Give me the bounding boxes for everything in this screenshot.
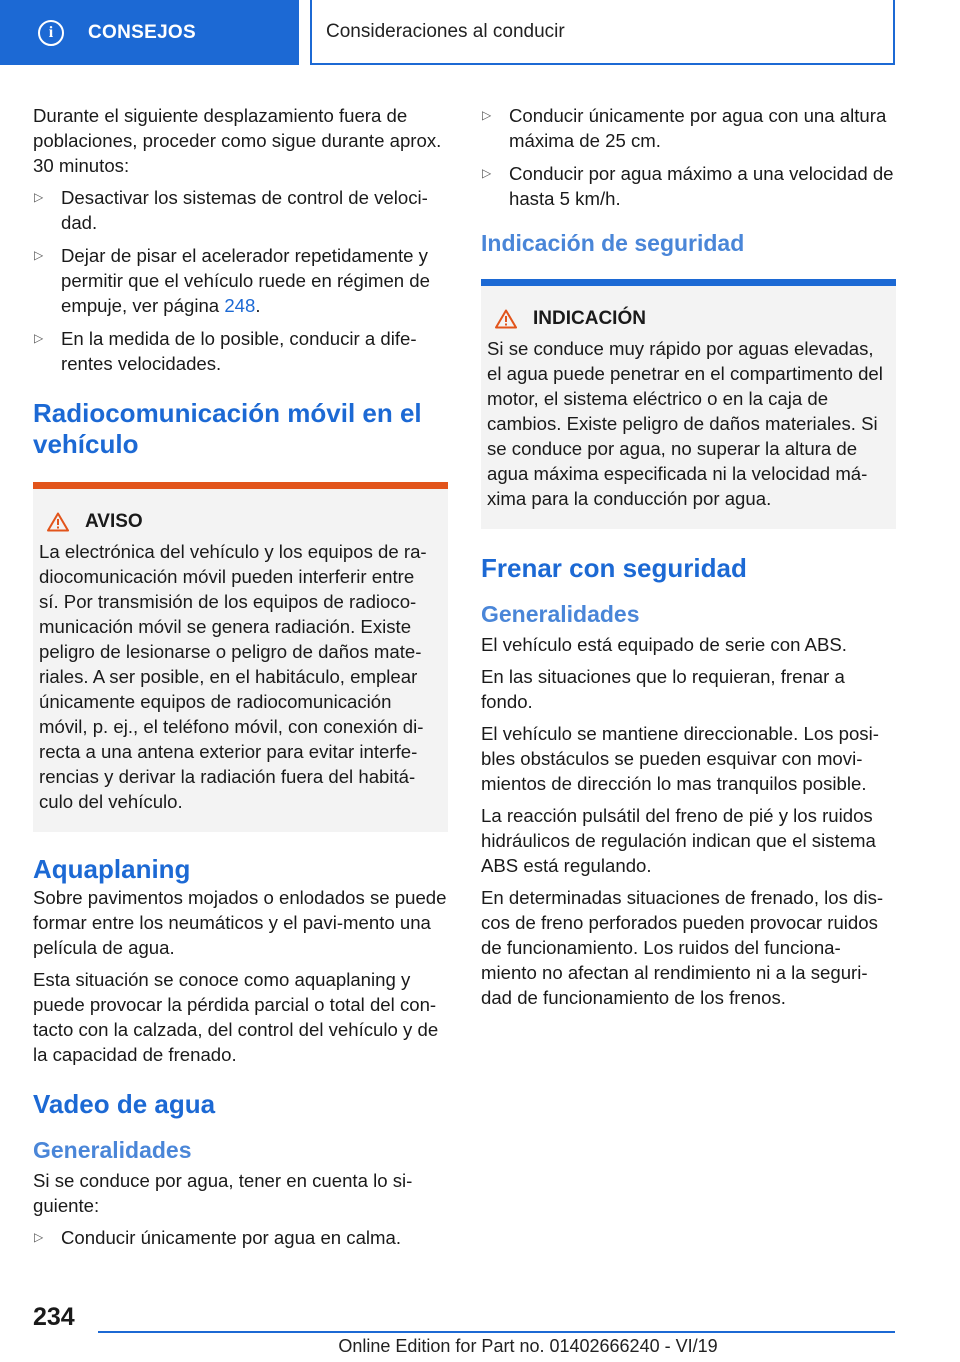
frenar-paragraph: El vehículo se mantiene direccionable. Los posi-bles obstáculos se pueden esquivar con movi-mientos de dirección lo mas tranquilos posible.	[481, 723, 879, 794]
frenar-paragraph: El vehículo está equipado de serie con ABS.	[481, 634, 847, 655]
subsection-title-generalidades-frenar: Generalidades	[481, 601, 640, 627]
section-title-frenar: Frenar con seguridad	[481, 553, 747, 583]
aquaplaning-paragraph-1: Sobre pavimentos mojados o enlodados se puede formar entre los neumáticos y el pavi-mento una película de agua.	[33, 887, 447, 958]
intro-paragraph: Durante el siguiente desplazamiento fuera de poblaciones, proceder como sigue durante aprox. 30 minutos:	[33, 105, 442, 176]
list-item: ▷ Conducir únicamente por agua con una altura máxima de 25 cm.	[482, 105, 887, 151]
warning-triangle-icon	[47, 512, 69, 532]
list-item: ▷ Desactivar los sistemas de control de veloci-dad.	[34, 187, 428, 233]
warning-triangle-icon	[495, 309, 517, 329]
indicacion-notice	[481, 279, 896, 529]
header-tab-label: CONSEJOS	[88, 21, 196, 43]
section-title-radio: Radiocomunicación móvil en el vehículo	[33, 398, 422, 459]
page-number: 234	[33, 1303, 75, 1331]
list-item: ▷ Conducir únicamente por agua en calma.	[34, 1227, 402, 1248]
aviso-text: La electrónica del vehículo y los equipos de ra-diocomunicación móvil pueden interferir entre sí. Por transmisión de los equipos de radioco-municación móvil se genera radiación. Existe peligro de lesionarse o peligro de daños mate-riales. A ser posible, en el habitáculo, emplear únicamente equipos de radiocomunicación móvil, p. ej., el teléfono móvil, con conexión di-recta a una antena exterior para evitar interfe-rencias y derivar la radiación fuera del habitá-culo del vehículo.	[39, 541, 427, 812]
header-title: Consideraciones al conducir	[326, 20, 565, 42]
triangle-bullet-icon: ▷	[34, 190, 44, 204]
footer-edition: Online Edition for Part no. 01402666240 - VI/19	[338, 1336, 718, 1356]
frenar-paragraph: La reacción pulsátil del freno de pié y los ruidos hidráulicos de regulación indican que el sistema ABS está regulando.	[481, 805, 876, 876]
vadeo-list	[33, 1225, 448, 1250]
section-title-vadeo: Vadeo de agua	[33, 1089, 216, 1119]
indicacion-title: INDICACIÓN	[533, 308, 646, 329]
aquaplaning-paragraph-2: Esta situación se conoce como aquaplaning y puede provocar la pérdida parcial o total del con-tacto con la calzada, del control del vehículo y de la capacidad de frenado.	[33, 969, 439, 1065]
vadeo-list-continued	[481, 103, 896, 211]
triangle-bullet-icon: ▷	[34, 1230, 44, 1244]
header-tab[interactable]	[0, 0, 299, 65]
triangle-bullet-icon: ▷	[34, 248, 44, 262]
triangle-bullet-icon: ▷	[482, 108, 492, 122]
triangle-bullet-icon: ▷	[34, 331, 44, 345]
section-title-aquaplaning: Aquaplaning	[33, 854, 191, 884]
subsection-title-generalidades: Generalidades	[33, 1137, 192, 1163]
intro-list	[33, 185, 448, 376]
aviso-title: AVISO	[85, 511, 143, 532]
indicacion-text: Si se conduce muy rápido por aguas elevadas, el agua puede penetrar en el compartimento del motor, el sistema eléctrico o en la caja de cambios. Existe peligro de daños materiales. Si se conduce por agua, no superar la altura de agua máxima especificada ni la velocidad má-xima para la conducción por agua.	[487, 338, 883, 509]
frenar-paragraph: En las situaciones que lo requieran, frenar a fondo.	[481, 666, 845, 712]
footer-divider	[98, 1331, 895, 1333]
list-item: ▷ Dejar de pisar el acelerador repetidamente y permitir que el vehículo ruede en régimen de empuje, ver página 248.	[34, 245, 430, 316]
vadeo-paragraph: Si se conduce por agua, tener en cuenta lo si-guiente:	[33, 1170, 413, 1216]
frenar-paragraph: En determinadas situaciones de frenado, los dis-cos de freno perforados pueden provocar ruidos de funcionamiento. Los ruidos del funciona-miento no afectan al rendimiento ni a la seguri-dad de funcionamiento de los frenos.	[481, 887, 884, 1008]
left-column	[33, 103, 448, 1258]
info-icon: i	[38, 20, 64, 46]
triangle-bullet-icon: ▷	[482, 166, 492, 180]
right-column	[481, 103, 896, 1017]
header-title-box	[310, 0, 895, 65]
list-item: ▷ Conducir por agua máximo a una velocidad de hasta 5 km/h.	[482, 163, 894, 209]
list-item: ▷ En la medida de lo posible, conducir a dife-rentes velocidades.	[34, 328, 417, 374]
page-link-248[interactable]: 248	[224, 295, 256, 316]
aviso-notice	[33, 482, 448, 832]
subsection-title-seguridad: Indicación de seguridad	[481, 230, 745, 256]
